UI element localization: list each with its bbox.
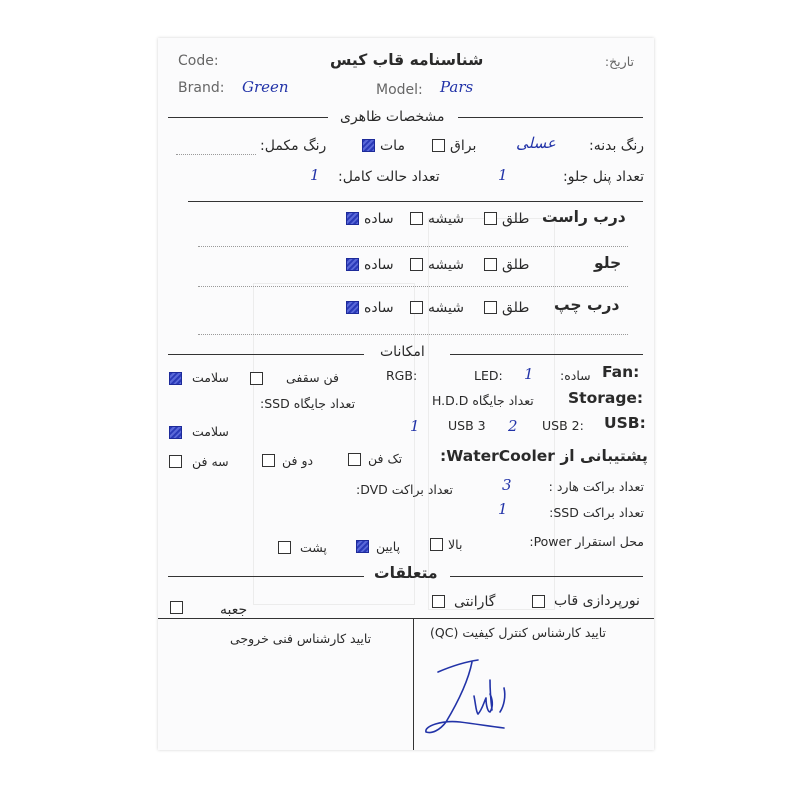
- ssd-brackets-value[interactable]: 1: [498, 500, 508, 518]
- door-left-option-plexi: طلق: [502, 300, 530, 316]
- door-left-option-plain: ساده: [364, 300, 394, 316]
- door-front-option-plain: ساده: [364, 257, 394, 273]
- door-left-glass-checkbox[interactable]: [410, 301, 423, 314]
- watercooler-label: پشتیبانی از WaterCooler:: [440, 447, 648, 465]
- door-right-glass-checkbox[interactable]: [410, 212, 423, 225]
- accessories-divider-left: [168, 576, 364, 577]
- dvd-brackets-label: تعداد براکت DVD:: [356, 482, 453, 497]
- power-top-checkbox[interactable]: [430, 538, 443, 551]
- lighting-checkbox[interactable]: [532, 595, 545, 608]
- front-panels-label: تعداد پنل جلو:: [563, 169, 644, 185]
- door-front-plain-checkbox[interactable]: [346, 258, 359, 271]
- qc-approval-label: تایید کارشناس کنترل کیفیت (QC): [430, 625, 607, 640]
- hdd-brackets-label: تعداد براکت هارد :: [548, 479, 644, 494]
- door-right-plain-checkbox[interactable]: [346, 212, 359, 225]
- door-left-notes[interactable]: [198, 334, 628, 335]
- two-fan-label: دو فن: [282, 453, 314, 468]
- usb3-label: USB 3: [448, 418, 486, 433]
- power-bottom-checkbox[interactable]: [356, 540, 369, 553]
- body-color-label: رنگ بدنه:: [588, 138, 644, 154]
- box-checkbox[interactable]: [170, 601, 183, 614]
- rgb-label: RGB:: [386, 368, 418, 383]
- door-front-option-plexi: طلق: [502, 257, 530, 273]
- single-fan-checkbox[interactable]: [348, 453, 361, 466]
- warranty-label: گارانتی: [454, 594, 496, 610]
- qc-signature: [420, 650, 530, 740]
- door-left-option-glass: شیشه: [428, 300, 464, 316]
- divider-left: [168, 117, 328, 118]
- led-label: LED:: [474, 368, 503, 383]
- usb2-value[interactable]: 2: [508, 417, 518, 435]
- door-right-notes[interactable]: [198, 246, 628, 247]
- matte-checkbox[interactable]: [362, 139, 375, 152]
- usb-healthy-label: سلامت: [192, 424, 229, 439]
- door-left-plain-checkbox[interactable]: [346, 301, 359, 314]
- ssd-brackets-label: تعداد براکت SSD:: [549, 505, 644, 520]
- door-front-label: جلو: [594, 254, 622, 272]
- full-states-label: تعداد حالت کامل:: [338, 169, 440, 185]
- divider-right: [458, 117, 643, 118]
- lighting-label: نورپردازی قاب: [554, 593, 640, 609]
- usb2-label: USB 2:: [542, 418, 584, 433]
- usb3-value[interactable]: 1: [410, 417, 420, 435]
- fan-label: Fan:: [602, 363, 640, 381]
- hdd-brackets-value[interactable]: 3: [502, 476, 512, 494]
- glossy-checkbox[interactable]: [432, 139, 445, 152]
- doors-top-divider: [188, 201, 643, 202]
- accessories-section-title: متعلقات: [374, 564, 438, 582]
- usb-healthy-checkbox[interactable]: [169, 426, 182, 439]
- power-back-label: پشت: [300, 540, 327, 555]
- glossy-label: براق: [450, 138, 477, 154]
- case-id-card: [158, 38, 654, 750]
- two-fan-checkbox[interactable]: [262, 454, 275, 467]
- fan-healthy-label: سلامت: [192, 370, 229, 385]
- power-back-checkbox[interactable]: [278, 541, 291, 554]
- door-right-option-glass: شیشه: [428, 211, 464, 227]
- warranty-checkbox[interactable]: [432, 595, 445, 608]
- front-panels-value[interactable]: 1: [498, 166, 508, 184]
- date-label: تاریخ:: [604, 54, 634, 69]
- model-label: Model:: [376, 82, 423, 98]
- features-section-title: امکانات: [380, 344, 425, 360]
- door-front-glass-checkbox[interactable]: [410, 258, 423, 271]
- accessories-divider-right: [450, 576, 643, 577]
- appearance-section-title: مشخصات ظاهری: [340, 109, 445, 125]
- three-fan-checkbox[interactable]: [169, 455, 182, 468]
- accent-color-label: رنگ مکمل:: [260, 138, 327, 154]
- model-value[interactable]: Pars: [440, 78, 474, 96]
- approvals-top-line: [158, 618, 654, 619]
- door-front-plexi-checkbox[interactable]: [484, 258, 497, 271]
- power-top-label: بالا: [448, 537, 463, 552]
- power-bottom-label: پایین: [376, 539, 401, 554]
- door-right-option-plain: ساده: [364, 211, 394, 227]
- full-states-value[interactable]: 1: [310, 166, 320, 184]
- box-label: جعبه: [220, 602, 248, 618]
- features-divider-right: [450, 354, 643, 355]
- code-label: Code:: [178, 53, 219, 69]
- single-fan-label: تک فن: [368, 451, 403, 466]
- fan-healthy-checkbox[interactable]: [169, 372, 182, 385]
- power-location-label: محل استقرار Power:: [529, 534, 644, 549]
- body-color-value[interactable]: عسلی: [516, 134, 556, 152]
- fan-simple-value[interactable]: 1: [524, 365, 534, 383]
- features-divider-left: [168, 354, 364, 355]
- door-front-option-glass: شیشه: [428, 257, 464, 273]
- brand-label: Brand:: [178, 80, 225, 96]
- usb-label: USB:: [604, 414, 646, 432]
- watermark-case-left: [253, 283, 418, 605]
- fan-simple-label: ساده:: [560, 368, 591, 383]
- tech-approval-label: تایید کارشناس فنی خروجی: [230, 631, 372, 646]
- door-right-option-plexi: طلق: [502, 211, 530, 227]
- hdd-bays-label: تعداد جایگاه H.D.D: [432, 393, 534, 408]
- ceiling-fan-checkbox[interactable]: [250, 372, 263, 385]
- door-left-plexi-checkbox[interactable]: [484, 301, 497, 314]
- door-left-label: درب چپ: [554, 296, 620, 314]
- brand-value[interactable]: Green: [242, 78, 289, 96]
- door-right-plexi-checkbox[interactable]: [484, 212, 497, 225]
- ssd-bays-label: تعداد جایگاه SSD:: [260, 396, 356, 411]
- door-front-notes[interactable]: [198, 286, 628, 287]
- matte-label: مات: [380, 138, 405, 154]
- page-title: شناسنامه قاب کیس: [330, 51, 484, 69]
- storage-label: Storage:: [568, 389, 644, 407]
- door-right-label: درب راست: [542, 208, 626, 226]
- ceiling-fan-label: فن سقفی: [286, 370, 340, 385]
- approvals-divider: [413, 618, 414, 750]
- accent-color-field[interactable]: [176, 154, 256, 155]
- three-fan-label: سه فن: [192, 454, 229, 469]
